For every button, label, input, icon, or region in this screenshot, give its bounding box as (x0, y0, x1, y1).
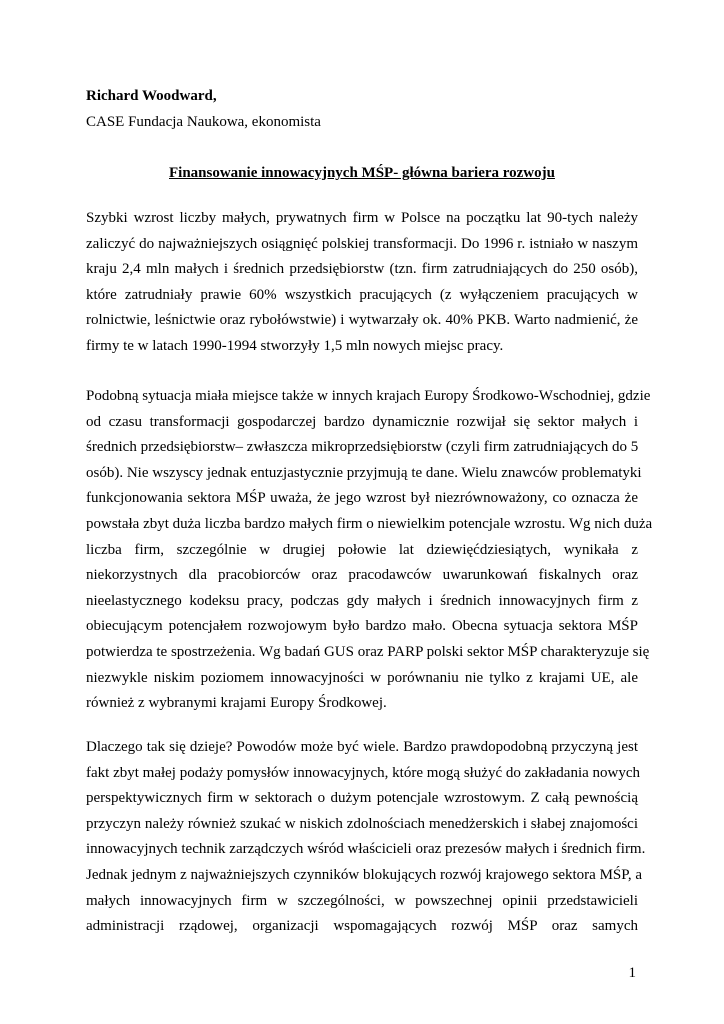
page-number: 1 (628, 965, 636, 981)
paragraph-3 (86, 735, 646, 940)
paragraph-line: zaliczyć do najważniejszych osiągnięć polskiej transformacji. Do 1996 r. istniało w naszym (86, 235, 638, 252)
paragraph-line: potwierdza te spostrzeżenia. Wg badań GUS oraz PARP polski sektor MŚP charakteryzuje się (86, 643, 650, 660)
paragraph-line: Dlaczego tak się dzieje? Powodów może być wiele. Bardzo prawdopodobną przyczyną jest (86, 739, 638, 755)
author-name: Richard Woodward, (86, 88, 217, 104)
paragraph-line: małych innowacyjnych firm w szczególności, w powszechnej opinii przedstawicieli (86, 892, 638, 909)
paragraph-line: nieelastycznego kodeksu pracy, podczas gdy małych i średnich innowacyjnych firm z (86, 592, 638, 609)
paragraph-line: rolnictwie, leśnictwie oraz rybołówstwie) i wytwarzały ok. 40% PKB. Warto nadmienić, że (86, 312, 638, 329)
paragraph-line: przyczyn należy również szukać w niskich zdolnościach menedżerskich i słabej znajomości (86, 815, 638, 832)
paragraph-line: od czasu transformacji gospodarczej bardzo dynamicznie rozwijał się sektor małych i (86, 413, 638, 430)
author-affiliation: CASE Fundacja Naukowa, ekonomista (86, 114, 321, 130)
paragraph-line: fakt zbyt małej podaży pomysłów innowacyjnych, które mogą służyć do zakładania nowych (86, 764, 641, 781)
paragraph-1 (86, 206, 638, 360)
paragraph-line: firmy te w latach 1990-1994 stworzyły 1,5 mln nowych miejsc pracy. (86, 337, 504, 354)
paragraph-line: kraju 2,4 mln małych i średnich przedsiębiorstw (tzn. firm zatrudniających do 250 osób), (86, 261, 638, 278)
paragraph-line: funkcjonowania sektora MŚP uważa, że jego wzrost był niezrównoważony, co oznacza że (86, 490, 638, 507)
paragraph-line: niezwykle niskim poziomem innowacyjności w porównaniu nie tylko z krajami UE, ale (86, 669, 638, 686)
paragraph-line: również z wybranymi krajami Europy Środkowej. (86, 695, 387, 712)
paragraph-line: administracji rządowej, organizacji wspomagających rozwój MŚP oraz samych (86, 918, 638, 935)
paragraph-line: liczba firm, szczególnie w drugiej połowie lat dziewięćdziesiątych, wynikała z (86, 541, 638, 558)
paragraph-line: obiecującym potencjałem rozwojowym było bardzo mało. Obecna sytuacja sektora MŚP (86, 618, 638, 635)
paragraph-line: perspektywicznych firm w sektorach o dużym potencjale wzrostowym. Z całą pewnością (86, 790, 638, 807)
paragraph-line: Jednak jednym z najważniejszych czynników blokujących rozwój krajowego sektora MŚP, a (86, 866, 643, 883)
paragraph-line: średnich przedsiębiorstw– zwłaszcza mikroprzedsiębiorstw (czyli firm zatrudniających do 5 (86, 439, 639, 456)
paragraph-line: osób). Nie wszyscy jednak entuzjastycznie przyjmują te dane. Wielu znawców problematyki (86, 464, 642, 481)
paragraph-2 (86, 384, 653, 717)
paragraph-line: które zatrudniały prawie 60% wszystkich pracujących (z wyłączeniem pracujących w (86, 286, 638, 303)
document-title: Finansowanie innowacyjnych MŚP- główna bariera rozwoju (169, 165, 555, 181)
paragraph-line: Podobną sytuacja miała miejsce także w innych krajach Europy Środkowo-Wschodniej, gdzie (86, 388, 651, 404)
paragraph-line: powstała zbyt duża liczba bardzo małych firm o niewielkim potencjale wzrostu. Wg nich duża (86, 515, 653, 532)
paragraph-line: innowacyjnych technik zarządczych wśród właścicieli oraz prezesów małych i średnich firm. (86, 841, 646, 858)
paragraph-line: niekorzystnych dla pracobiorców oraz pracodawców uwarunkowań fiskalnych oraz (86, 567, 638, 584)
paragraph-line: Szybki wzrost liczby małych, prywatnych firm w Polsce na początku lat 90-tych należy (86, 210, 638, 226)
